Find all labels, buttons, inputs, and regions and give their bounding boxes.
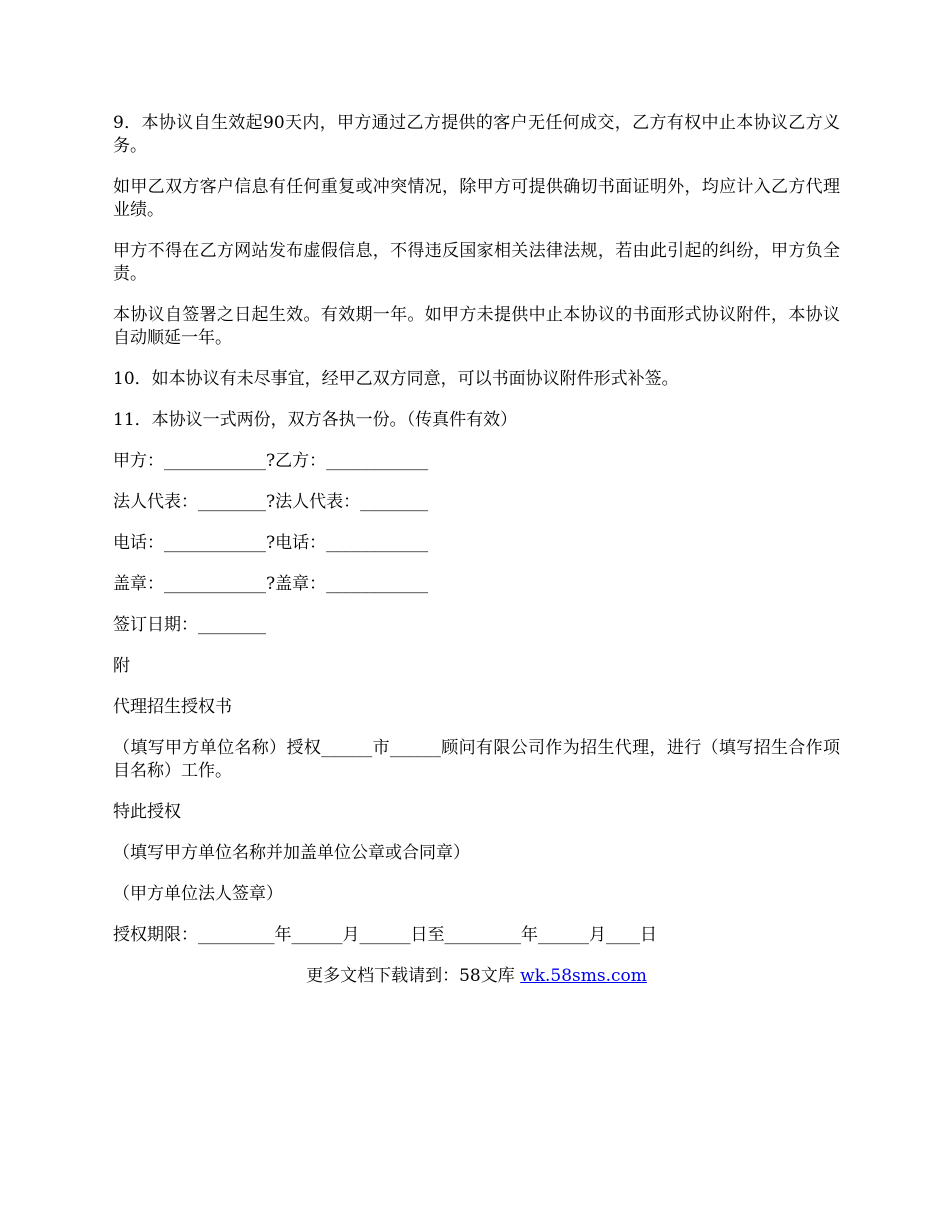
signature-phone-line: 电话：____________?电话：____________	[113, 533, 429, 553]
signature-seal-line: 盖章：____________?盖章：____________	[113, 574, 429, 594]
false-info-clause: 甲方不得在乙方网站发布虚假信息，不得违反国家相关法律法规，若由此引起的纠纷，甲方负全责。	[113, 241, 840, 284]
signature-party-line: 甲方：____________?乙方：____________	[113, 451, 429, 471]
signature-legal-rep-line: 法人代表：________?法人代表：________	[113, 492, 429, 512]
signing-date-line: 签订日期：________	[113, 615, 266, 635]
document-page	[113, 112, 840, 988]
authorization-text: （填写甲方单位名称）授权______市______顾问有限公司作为招生代理，进行（填写招生合作项目名称）工作。	[113, 738, 840, 781]
download-footer	[113, 965, 840, 988]
footer-link[interactable]: wk.58sms.com	[520, 966, 647, 986]
authorization-period: 授权期限：_________年______月______日至_________年______月____日	[113, 925, 657, 945]
appendix-title: 代理招生授权书	[113, 697, 232, 717]
special-authorization-note: 特此授权	[113, 802, 181, 822]
footer-prefix: 更多文档下载请到：58文库	[306, 966, 521, 986]
effective-term-clause: 本协议自签署之日起生效。有效期一年。如甲方未提供中止本协议的书面形式协议附件，本协议自动顺延一年。	[113, 305, 840, 348]
clause-9: 9．本协议自生效起90天内，甲方通过乙方提供的客户无任何成交，乙方有权中止本协议乙方义务。	[113, 113, 840, 156]
legal-rep-signature-note: （甲方单位法人签章）	[113, 884, 283, 904]
appendix-label: 附	[113, 656, 130, 676]
customer-conflict-clause: 如甲乙双方客户信息有任何重复或冲突情况，除甲方可提供确切书面证明外，均应计入乙方代理业绩。	[113, 177, 840, 220]
clause-10: 10．如本协议有未尽事宜，经甲乙双方同意，可以书面协议附件形式补签。	[113, 369, 679, 389]
seal-fill-note: （填写甲方单位名称并加盖单位公章或合同章）	[113, 843, 470, 863]
clause-11: 11．本协议一式两份，双方各执一份。（传真件有效）	[113, 410, 518, 430]
